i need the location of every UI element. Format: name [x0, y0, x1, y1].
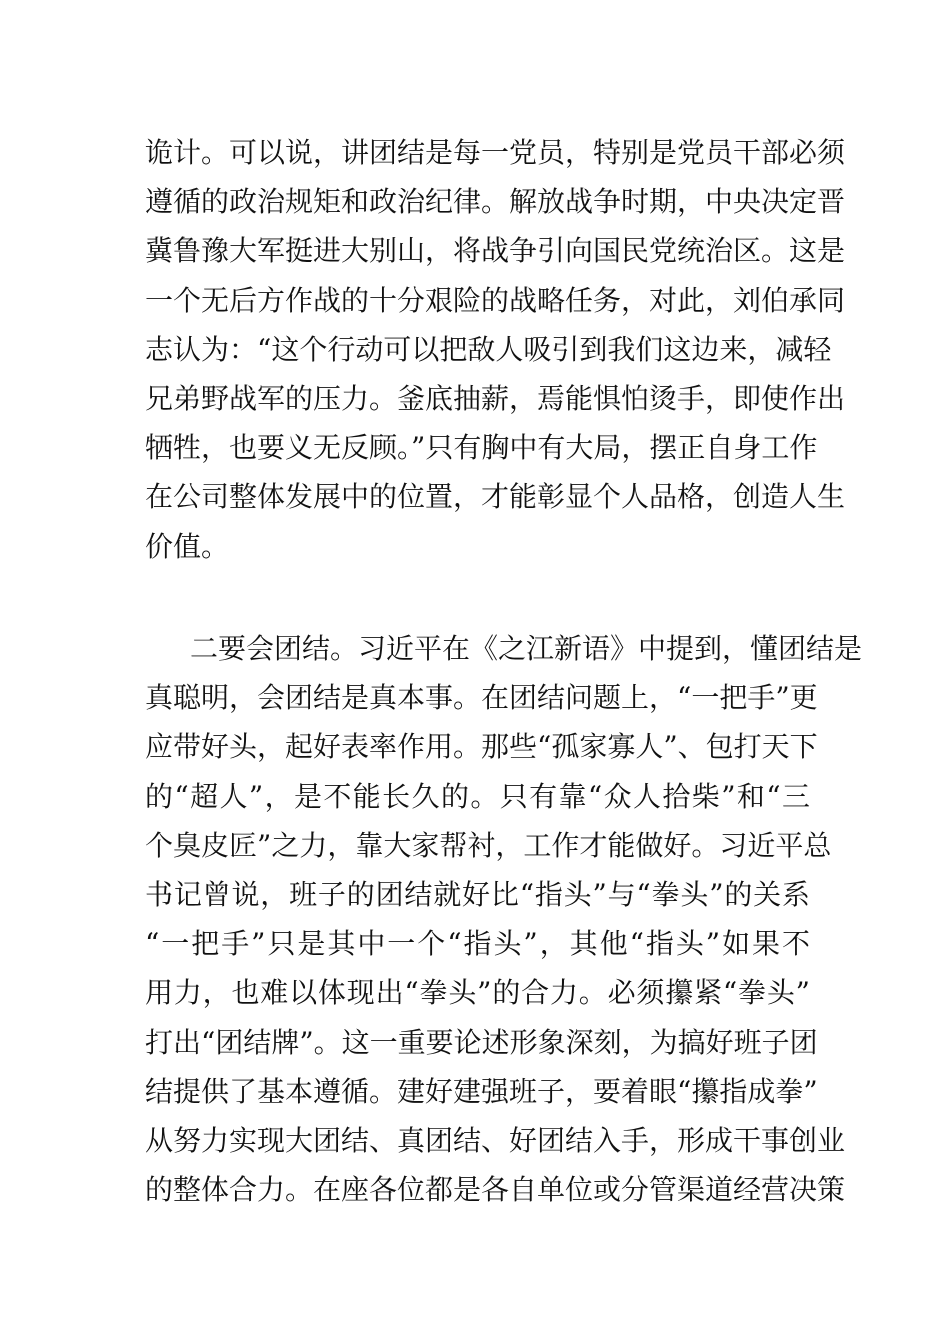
text-line: 个臭皮匠”之力，靠大家帮衬，工作才能做好。习近平总 — [145, 828, 832, 862]
text-line: 从努力实现大团结、真团结、好团结入手，形成干事创业 — [145, 1123, 846, 1157]
text-line: 真聪明，会团结是真本事。在团结问题上，“一把手”更 — [145, 681, 818, 715]
paragraph-unity-discipline — [145, 128, 846, 571]
text-line: 二要会团结。习近平在《之江新语》中提到，懂团结是 — [190, 632, 863, 665]
text-line: “一把手”只是其中一个“指头”，其他“指头”如果不 — [145, 927, 810, 961]
text-line: 冀鲁豫大军挺进大别山，将战争引向国民党统治区。这是 — [145, 234, 846, 268]
text-line: 一个无后方作战的十分艰险的战略任务，对此，刘伯承同 — [145, 283, 846, 317]
text-line: 牺牲，也要义无反顾。”只有胸中有大局，摆正自身工作 — [145, 431, 818, 465]
text-line: 遵循的政治规矩和政治纪律。解放战争时期，中央决定晋 — [145, 185, 846, 219]
text-line: 应带好头，起好表率作用。那些“孤家寡人”、包打天下 — [145, 730, 818, 764]
paragraph-be-good-at-unity — [145, 624, 863, 1214]
text-line: 结提供了基本遵循。建好建强班子，要着眼“攥指成拳” — [145, 1074, 818, 1108]
text-line: 用力，也难以体现出“拳头”的合力。必须攥紧“拳头” — [145, 976, 810, 1010]
text-line: 打出“团结牌”。这一重要论述形象深刻，为搞好班子团 — [145, 1025, 818, 1059]
text-line: 在公司整体发展中的位置，才能彰显个人品格，创造人生 — [145, 480, 846, 514]
text-line: 诡计。可以说，讲团结是每一党员，特别是党员干部必须 — [145, 136, 846, 169]
text-line: 书记曾说，班子的团结就好比“指头”与“拳头”的关系 — [145, 877, 810, 911]
text-line: 的整体合力。在座各位都是各自单位或分管渠道经营决策 — [145, 1173, 846, 1207]
text-line: 志认为：“这个行动可以把敌人吸引到我们这边来，减轻 — [145, 332, 832, 366]
text-line: 的“超人”，是不能长久的。只有靠“众人拾柴”和“三 — [145, 779, 810, 813]
text-line: 兄弟野战军的压力。釜底抽薪，焉能惧怕烫手，即使作出 — [145, 381, 846, 415]
text-line: 价值。 — [145, 529, 230, 563]
